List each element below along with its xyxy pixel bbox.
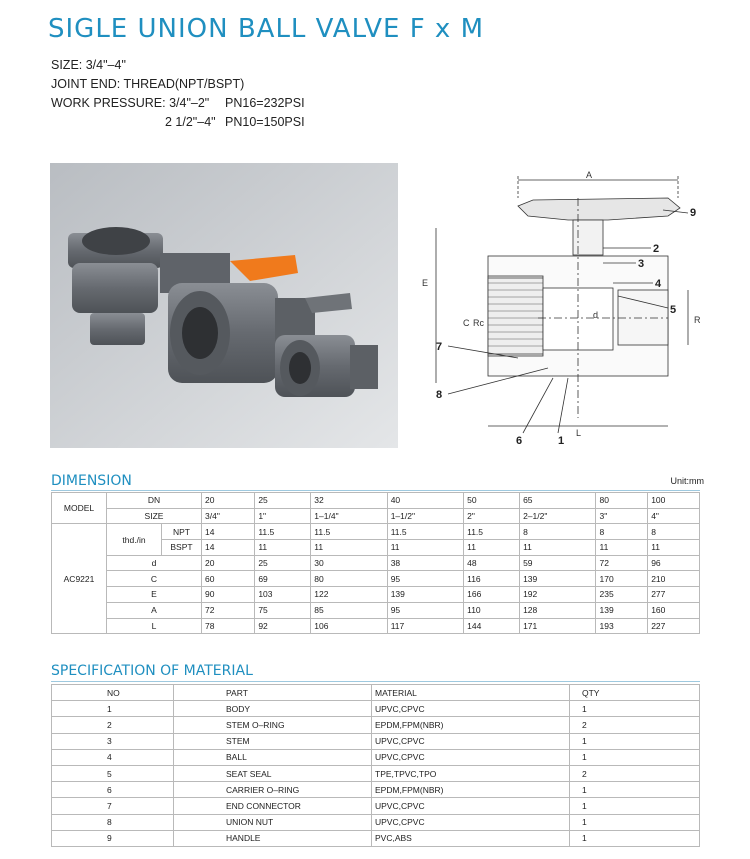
callout-9: 9 xyxy=(690,207,697,219)
label-d: d xyxy=(593,310,599,320)
table-row: AC9221 thd./in NPT 14 11.5 11.5 11.5 11.5 8 8 8 xyxy=(52,524,700,540)
table-row: SIZE 3/4" 1" 1–1/4" 1–1/2" 2" 2–1/2" 3" 4" xyxy=(52,508,700,524)
table-row: A 72 75 85 95 110 128 139 160 xyxy=(52,602,700,618)
table-row: d 20 25 30 38 48 59 72 96 xyxy=(52,555,700,571)
spec-work-pressure: WORK PRESSURE: 3/4"–2" xyxy=(51,96,210,110)
table-row: 8 UNION NUT UPVC,CPVC 1 xyxy=(52,814,700,830)
dimension-table xyxy=(51,492,700,634)
table-row: 6 CARRIER O–RING EPDM,FPM(NBR) 1 xyxy=(52,782,700,798)
spec-pressure-1: PN16=232PSI xyxy=(225,96,305,110)
table-row: 5 SEAT SEAL TPE,TPVC,TPO 2 xyxy=(52,765,700,781)
callout-7: 7 xyxy=(436,341,443,353)
callout-6: 6 xyxy=(516,435,523,447)
table-row: 9 HANDLE PVC,ABS 1 xyxy=(52,830,700,846)
label-L: L xyxy=(576,428,582,438)
spec-size: SIZE: 3/4"–4" xyxy=(51,58,126,72)
callout-1: 1 xyxy=(558,435,565,447)
spec-joint-end: JOINT END: THREAD(NPT/BSPT) xyxy=(51,77,245,91)
table-row: 7 END CONNECTOR UPVC,CPVC 1 xyxy=(52,798,700,814)
table-row: 1 BODY UPVC,CPVC 1 xyxy=(52,701,700,717)
size-header: SIZE xyxy=(107,508,202,524)
material-rule xyxy=(51,681,700,682)
bspt-label: BSPT xyxy=(162,540,202,556)
table-row: L 78 92 106 117 144 171 193 227 xyxy=(52,618,700,634)
callout-3: 3 xyxy=(638,258,645,270)
callout-4: 4 xyxy=(655,278,662,290)
table-header-row: NO PART MATERIAL QTY xyxy=(52,685,700,701)
table-row: BSPT 14 11 11 11 11 11 11 11 xyxy=(52,540,700,556)
dimension-rule xyxy=(51,490,700,491)
page-title: SIGLE UNION BALL VALVE F x M xyxy=(48,14,485,44)
unit-label: Unit:mm xyxy=(670,476,704,486)
callout-8: 8 xyxy=(436,389,443,401)
label-E: E xyxy=(422,278,429,288)
material-title: SPECIFICATION OF MATERIAL xyxy=(51,663,253,679)
table-row: 2 STEM O–RING EPDM,FPM(NBR) 2 xyxy=(52,717,700,733)
cross-section-drawing xyxy=(418,168,708,453)
spec-pressure-2: PN10=150PSI xyxy=(225,115,305,129)
product-photo xyxy=(50,163,398,448)
model-value: AC9221 xyxy=(52,524,107,634)
dimension-title: DIMENSION xyxy=(51,473,132,489)
thd-label: thd./in xyxy=(107,524,162,555)
table-row: E 90 103 122 139 166 192 235 277 xyxy=(52,587,700,603)
label-A: A xyxy=(586,170,593,180)
material-table xyxy=(51,684,700,847)
label-Rc: Rc xyxy=(473,318,484,328)
spec-range-2: 2 1/2"–4" xyxy=(165,115,216,129)
table-row: 4 BALL UPVC,CPVC 1 xyxy=(52,749,700,765)
npt-label: NPT xyxy=(162,524,202,540)
callout-2: 2 xyxy=(653,243,660,255)
table-row: C 60 69 80 95 116 139 170 210 xyxy=(52,571,700,587)
callout-5: 5 xyxy=(670,304,677,316)
dn-header: DN xyxy=(107,493,202,509)
table-row: MODEL DN 20 25 32 40 50 65 80 100 xyxy=(52,493,700,509)
model-header: MODEL xyxy=(52,493,107,524)
label-C: C xyxy=(463,318,470,328)
label-R: R xyxy=(694,315,701,325)
table-row: 3 STEM UPVC,CPVC 1 xyxy=(52,733,700,749)
